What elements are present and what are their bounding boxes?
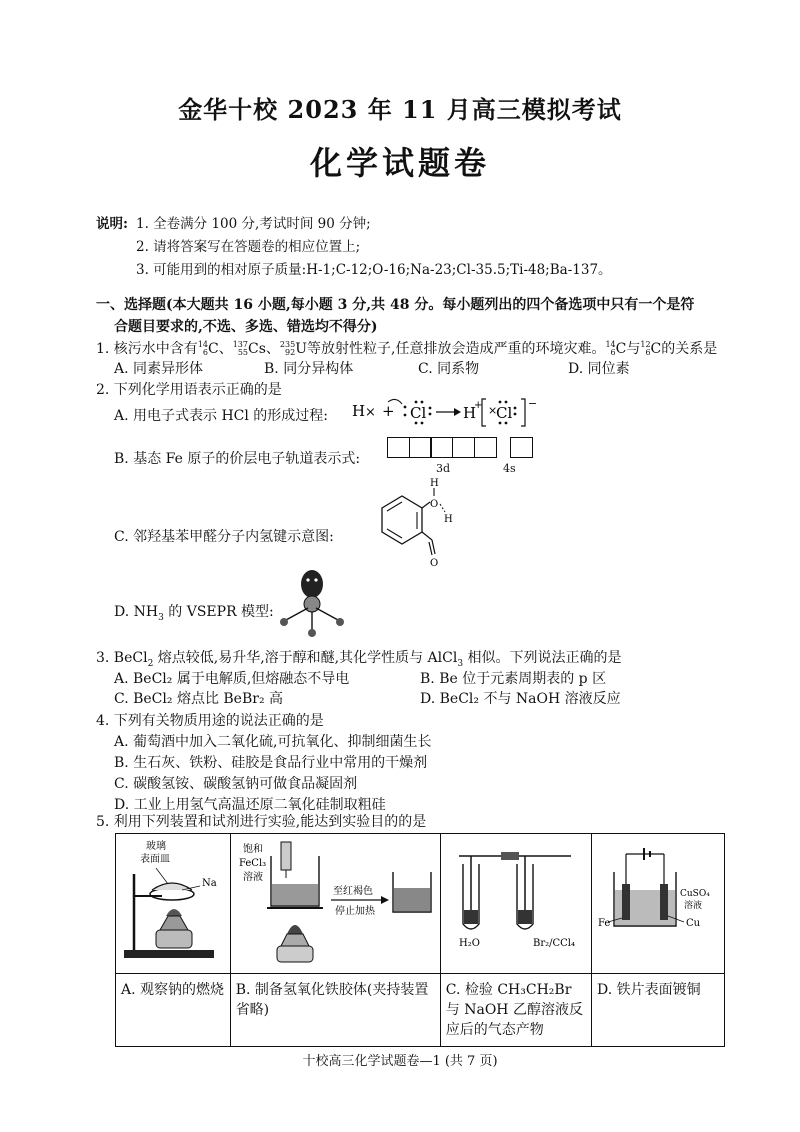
caption-d: D. 铁片表面镀铜 [592, 974, 725, 1047]
page-footer: 十校高三化学试题卷—1 (共 7 页) [302, 1054, 498, 1069]
salicylaldehyde-structure [360, 474, 470, 574]
section-heading: 一、选择题(本大题共 16 小题,每小题 3 分,共 48 分。每小题列出的四个备选项中只有一个是符 [96, 297, 695, 313]
svg-text:O: O [430, 558, 439, 569]
svg-text:×: × [365, 405, 376, 420]
svg-text:停止加热: 停止加热 [334, 906, 375, 917]
note-item: 1. 全卷满分 100 分,考试时间 90 分钟; [136, 216, 371, 232]
svg-text:表面皿: 表面皿 [140, 854, 170, 865]
figure-b-cell [230, 834, 440, 974]
svg-text:−: − [528, 397, 538, 410]
paper-subject-title: 化学试题卷 [309, 144, 490, 182]
figure-c-cell [440, 834, 591, 974]
svg-text:Cu: Cu [686, 918, 701, 929]
q1-option-c: C. 同系物 [418, 361, 480, 377]
q4-option-d: D. 工业上用氢气高温还原二氧化硅制取粗硅 [114, 797, 386, 813]
q2-option-a: A. 用电子式表示 HCl 的形成过程: [114, 408, 329, 424]
svg-text:H: H [430, 478, 439, 489]
svg-text:溶液: 溶液 [684, 901, 703, 911]
svg-text:至红褐色: 至红褐色 [332, 886, 373, 897]
q3-option-a: A. BeCl₂ 属于电解质,但熔融态不导电 [114, 671, 350, 687]
svg-text:×: × [488, 404, 498, 417]
orbital-4s-box [510, 437, 533, 458]
formula-h: H [352, 402, 366, 420]
note-item: 3. 可能用到的相对原子质量:H-1;C-12;O-16;Na-23;Cl-35.5;Ti-48;Ba-137。 [136, 262, 612, 278]
q1-option-b: B. 同分异构体 [264, 361, 354, 377]
svg-text:H: H [444, 514, 453, 525]
q2-option-c: C. 邻羟基苯甲醛分子内氢键示意图: [114, 529, 334, 545]
figure-d-cell [592, 834, 725, 974]
svg-text:溶液: 溶液 [242, 872, 263, 883]
caption-b: B. 制备氢氧化铁胶体(夹持装置省略) [230, 974, 440, 1047]
svg-text:H: H [463, 404, 477, 422]
orbital-4s-label: 4s [503, 462, 516, 475]
figure-c-gas-test [441, 834, 589, 969]
hcl-electron-formula [350, 396, 540, 430]
q3-option-c: C. BeCl₂ 熔点比 BeBr₂ 高 [114, 691, 284, 707]
formula-cl: Cl [410, 404, 427, 422]
orbital-3d-label: 3d [436, 462, 451, 475]
svg-text:FeCl₃: FeCl₃ [238, 858, 266, 869]
svg-text:H₂O: H₂O [458, 938, 480, 949]
q4-option-c: C. 碳酸氢铵、碳酸氢钠可做食品凝固剂 [114, 776, 358, 792]
svg-text:Fe: Fe [598, 918, 611, 929]
svg-text:Cl: Cl [496, 404, 513, 422]
q2-option-d: D. $NH_3$ 的 VSEPR 模型: [114, 604, 274, 623]
exam-title: 金华十校 2023 年 11 月高三模拟考试 [178, 95, 622, 124]
section-heading-cont: 合题目要求的,不选、多选、错选均不得分) [114, 319, 378, 335]
svg-text:玻璃: 玻璃 [146, 841, 166, 852]
svg-text:O: O [430, 499, 439, 510]
svg-text:饱和: 饱和 [242, 844, 263, 855]
svg-text:CuSO₄: CuSO₄ [680, 889, 710, 899]
question-5-stem: 5. 利用下列装置和试剂进行实验,能达到实验目的的是 [96, 814, 427, 830]
q2-option-b: B. 基态 Fe 原子的价层电子轨道表示式: [114, 451, 361, 467]
question-2-stem: 2. 下列化学用语表示正确的是 [96, 382, 282, 398]
q4-option-a: A. 葡萄酒中加入二氧化硫,可抗氧化、抑制细菌生长 [114, 734, 432, 750]
orbital-3d-boxes [388, 437, 497, 458]
svg-text:Na: Na [202, 878, 217, 889]
figure-d-electroplating [592, 834, 722, 969]
figure-a-sodium-burning [116, 834, 228, 969]
question-4-stem: 4. 下列有关物质用途的说法正确的是 [96, 713, 324, 729]
orbital-diagram [388, 437, 533, 458]
note-item: 2. 请将答案写在答题卷的相应位置上; [136, 239, 361, 255]
figure-a-cell [116, 834, 231, 974]
q4-option-b: B. 生石灰、铁粉、硅胶是食品行业中常用的干燥剂 [114, 755, 428, 771]
svg-text:+: + [474, 400, 483, 411]
figure-b-colloid-preparation [231, 834, 437, 969]
question-1-stem: 1. 核污水中含有14 6C、137 55Cs、235 92U等放射性粒子,任意排放会造成严重的环境灾难。14 6C与12 6C的关系是 [96, 340, 718, 357]
q1-option-a: A. 同素异形体 [114, 361, 204, 377]
experiment-table [115, 833, 725, 1047]
q3-option-d: D. BeCl₂ 不与 NaOH 溶液反应 [420, 691, 621, 707]
q3-option-b: B. Be 位于元素周期表的 p 区 [420, 671, 607, 687]
caption-a: A. 观察钠的燃烧 [116, 974, 231, 1047]
notes-label: 说明: [96, 216, 128, 232]
q1-option-d: D. 同位素 [568, 361, 630, 377]
svg-text:+: + [382, 402, 395, 420]
svg-text:Br₂/CCl₄: Br₂/CCl₄ [532, 938, 575, 949]
caption-c: C. 检验 CH₃CH₂Br 与 NaOH 乙醇溶液反应后的气态产物 [440, 974, 591, 1047]
question-3-stem: 3. BeCl$_2$ 熔点较低,易升华,溶于醇和醚,其化学性质与 AlCl$_3$ 相似。下列说法正确的是 [96, 650, 622, 669]
vsepr-model [272, 568, 352, 640]
